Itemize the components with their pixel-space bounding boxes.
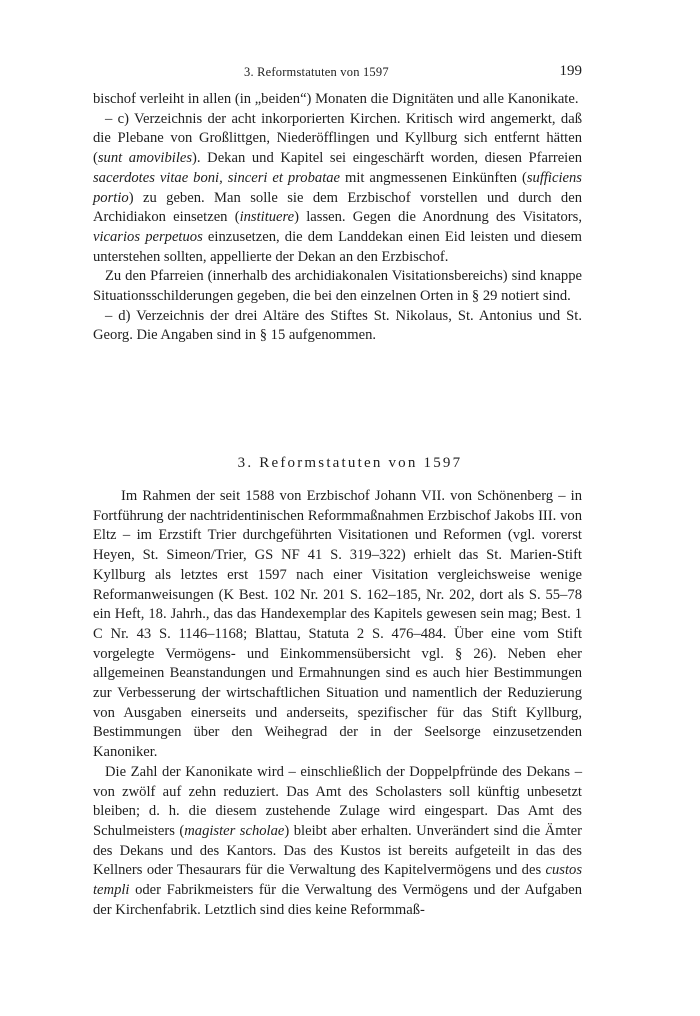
text-run: ). Dekan und Kapitel sei eingeschärft worden, diesen Pfarreien: [192, 150, 582, 167]
text-run: Die Zahl der Kanonikate wird – einschließlich der Doppelpfründe des Dekans – von zwölf auf zehn reduziert. Das Amt des Scholasters soll künftig unbesetzt bleiben; d. h. die diesem zustehende Zulage wird eingespart. Das Amt des Schulmeisters (: [93, 763, 582, 839]
paragraph-parishes: Zu den Pfarreien (innerhalb des archidiakonalen Visitationsbereichs) sind knappe Situationsschilderungen gegeben, die bei den einzelnen Orten in § 29 notiert sind.: [93, 268, 582, 305]
paragraph-item-d: – d) Verzeichnis der drei Altäre des Stiftes St. Nikolaus, St. Antonius und St. Georg. Die Angaben sind in § 15 aufgenommen.: [93, 307, 582, 344]
latin-term: sunt amovibiles: [97, 150, 193, 167]
latin-term: sufficiens portio: [93, 169, 582, 206]
running-title: 3. Reformstatuten von 1597: [244, 65, 389, 79]
latin-term: vicarios perpetuos: [93, 228, 203, 245]
paragraph-item-c: [93, 110, 582, 268]
intro-text-block: [93, 90, 582, 346]
section-heading: 3. Reformstatuten von 1597: [237, 455, 463, 471]
text-run: ) bleibt aber erhalten. Unverändert sind die Ämter des Dekans und des Kantors. Das des Kustos ist bereits aufgeteilt in das des Kellners oder Thesaurars für die Verwaltung des Kapitelvermögens und des: [93, 822, 583, 879]
latin-term: instituere: [239, 209, 295, 226]
latin-term: custos templi: [93, 862, 582, 899]
paragraph-continuation: bischof verleiht in allen (in „beiden“) Monaten die Dignitäten und alle Kanonikate.: [93, 91, 579, 107]
text-run: ) lassen. Gegen die Anordnung des Visitators,: [294, 209, 582, 226]
main-text-block: [93, 487, 582, 920]
text-run: einzusetzen, die dem Landdekan einen Eid leisten und diesem unterstehen sollten, appellierte der Dekan an den Erzbischof.: [93, 228, 582, 265]
text-run: oder Fabrikmeisters für die Verwaltung des Vermögens und der Aufgaben der Kirchenfabrik. Letztlich sind dies keine Reformmaß-: [93, 882, 582, 918]
running-head: [0, 63, 700, 83]
latin-term: magister scholae: [184, 822, 285, 839]
text-run: – c) Verzeichnis der acht inkorporierten Kirchen. Kritisch wird angemerkt, daß die Plebane von Großlittgen, Niederöfflingen und Kyllburg sich entfernt hätten (: [93, 110, 582, 167]
text-run: mit angmessenen Einkünften (: [340, 169, 527, 186]
paragraph-canonicates: [93, 763, 582, 921]
paragraph-reform-intro: Im Rahmen der seit 1588 von Erzbischof Johann VII. von Schönenberg – in Fortführung der nachtridentinischen Reformmaßnahmen Erzbischof Jakobs III. von Eltz – im Erzstift Trier durchgeführten Visitationen und Reformen (vgl. vorerst Heyen, St. Simeon/Trier, GS NF 41 S. 319–322) erhielt das St. Marien-Stift Kyllburg als letztes erst 1597 nach einer Visitation vergleichsweise wenige Reformanweisungen (K Best. 102 Nr. 201 S. 162–185, Nr. 202, dort als S. 55–78 ein Heft, 18. Jahrh., das das Handexemplar des Kapitels gewesen sein mag; Best. 1 C Nr. 43 S. 1146–1168; Blattau, Statuta 2 S. 476–484. Über eine vom Stift vorgelegte Vermögens- und Einkommensübersicht vgl. § 26). Neben eher allgemeinen Beanstandungen und Ermahnungen sind es auch hier Bestimmungen zur Verbesserung der wirtschaftlichen Situation und namentlich der Reduzierung von Ausgaben einerseits und anderseits, spezifischer für das Stift Kyllburg, Bestimmungen über den Weihegrad der in der Seelsorge einzusetzenden Kanoniker.: [93, 488, 582, 761]
text-run: ) zu geben. Man solle sie dem Erzbischof vorstellen und durch den Archidiakon einsetzen (: [93, 189, 582, 226]
latin-term: sacerdotes vitae boni, sinceri et probatae: [93, 169, 341, 186]
page-number: 199: [559, 63, 582, 79]
